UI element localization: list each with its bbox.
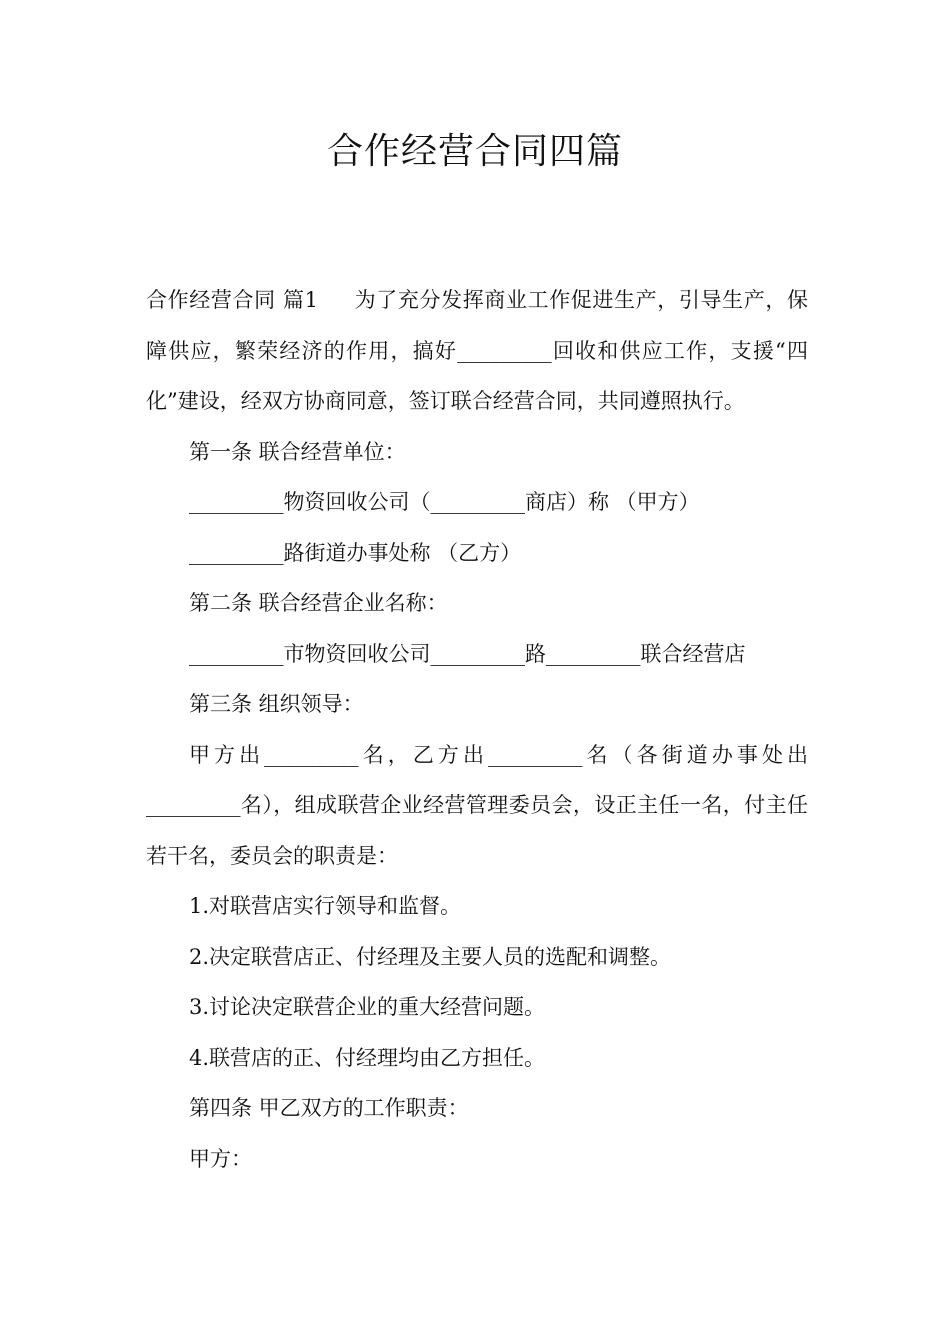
- duty-item-2: 2.决定联营店正、付经理及主要人员的选配和调整。: [189, 944, 672, 969]
- duty-item-4: 4.联营店的正、付经理均由乙方担任。: [189, 1045, 546, 1070]
- enterprise-name-line: _________市物资回收公司_________路_________联合经营店: [189, 641, 746, 666]
- section-label: 合作经营合同 篇1: [146, 288, 318, 312]
- duty-item-3: 3.讨论决定联营企业的重大经营问题。: [189, 995, 546, 1019]
- intro-text: 为了充分发挥商业工作促进生产，引导生产，保障供应，繁荣经济的作用，搞好_________回收和供应工作，支援“四化”建设，经双方协商同意，签订联合经营合同，共同遵照执行。: [146, 288, 808, 413]
- party-a-line: _________物资回收公司（_________商店）称 （甲方）: [189, 490, 700, 514]
- duty-item-1: 1.对联营店实行领导和监督。: [189, 894, 462, 918]
- article-2-heading: 第二条 联合经营企业名称：: [189, 591, 448, 615]
- committee-paragraph: 甲方出_________名，乙方出_________名（各街道办事处出_________名），组成联营企业经营管理委员会，设正主任一名，付主任若干名，委员会的职责是：: [146, 742, 808, 868]
- intro-paragraph: [146, 275, 808, 427]
- party-a-label: 甲方：: [189, 1146, 252, 1171]
- document-title: 合作经营合同四篇: [326, 131, 623, 172]
- article-4-heading: 第四条 甲乙双方的工作职责：: [189, 1096, 469, 1120]
- party-b-line: _________路街道办事处称 （乙方）: [189, 540, 522, 565]
- document-body: [146, 275, 808, 1184]
- article-1-heading: 第一条 联合经营单位：: [189, 439, 406, 464]
- article-3-heading: 第三条 组织领导：: [189, 692, 364, 716]
